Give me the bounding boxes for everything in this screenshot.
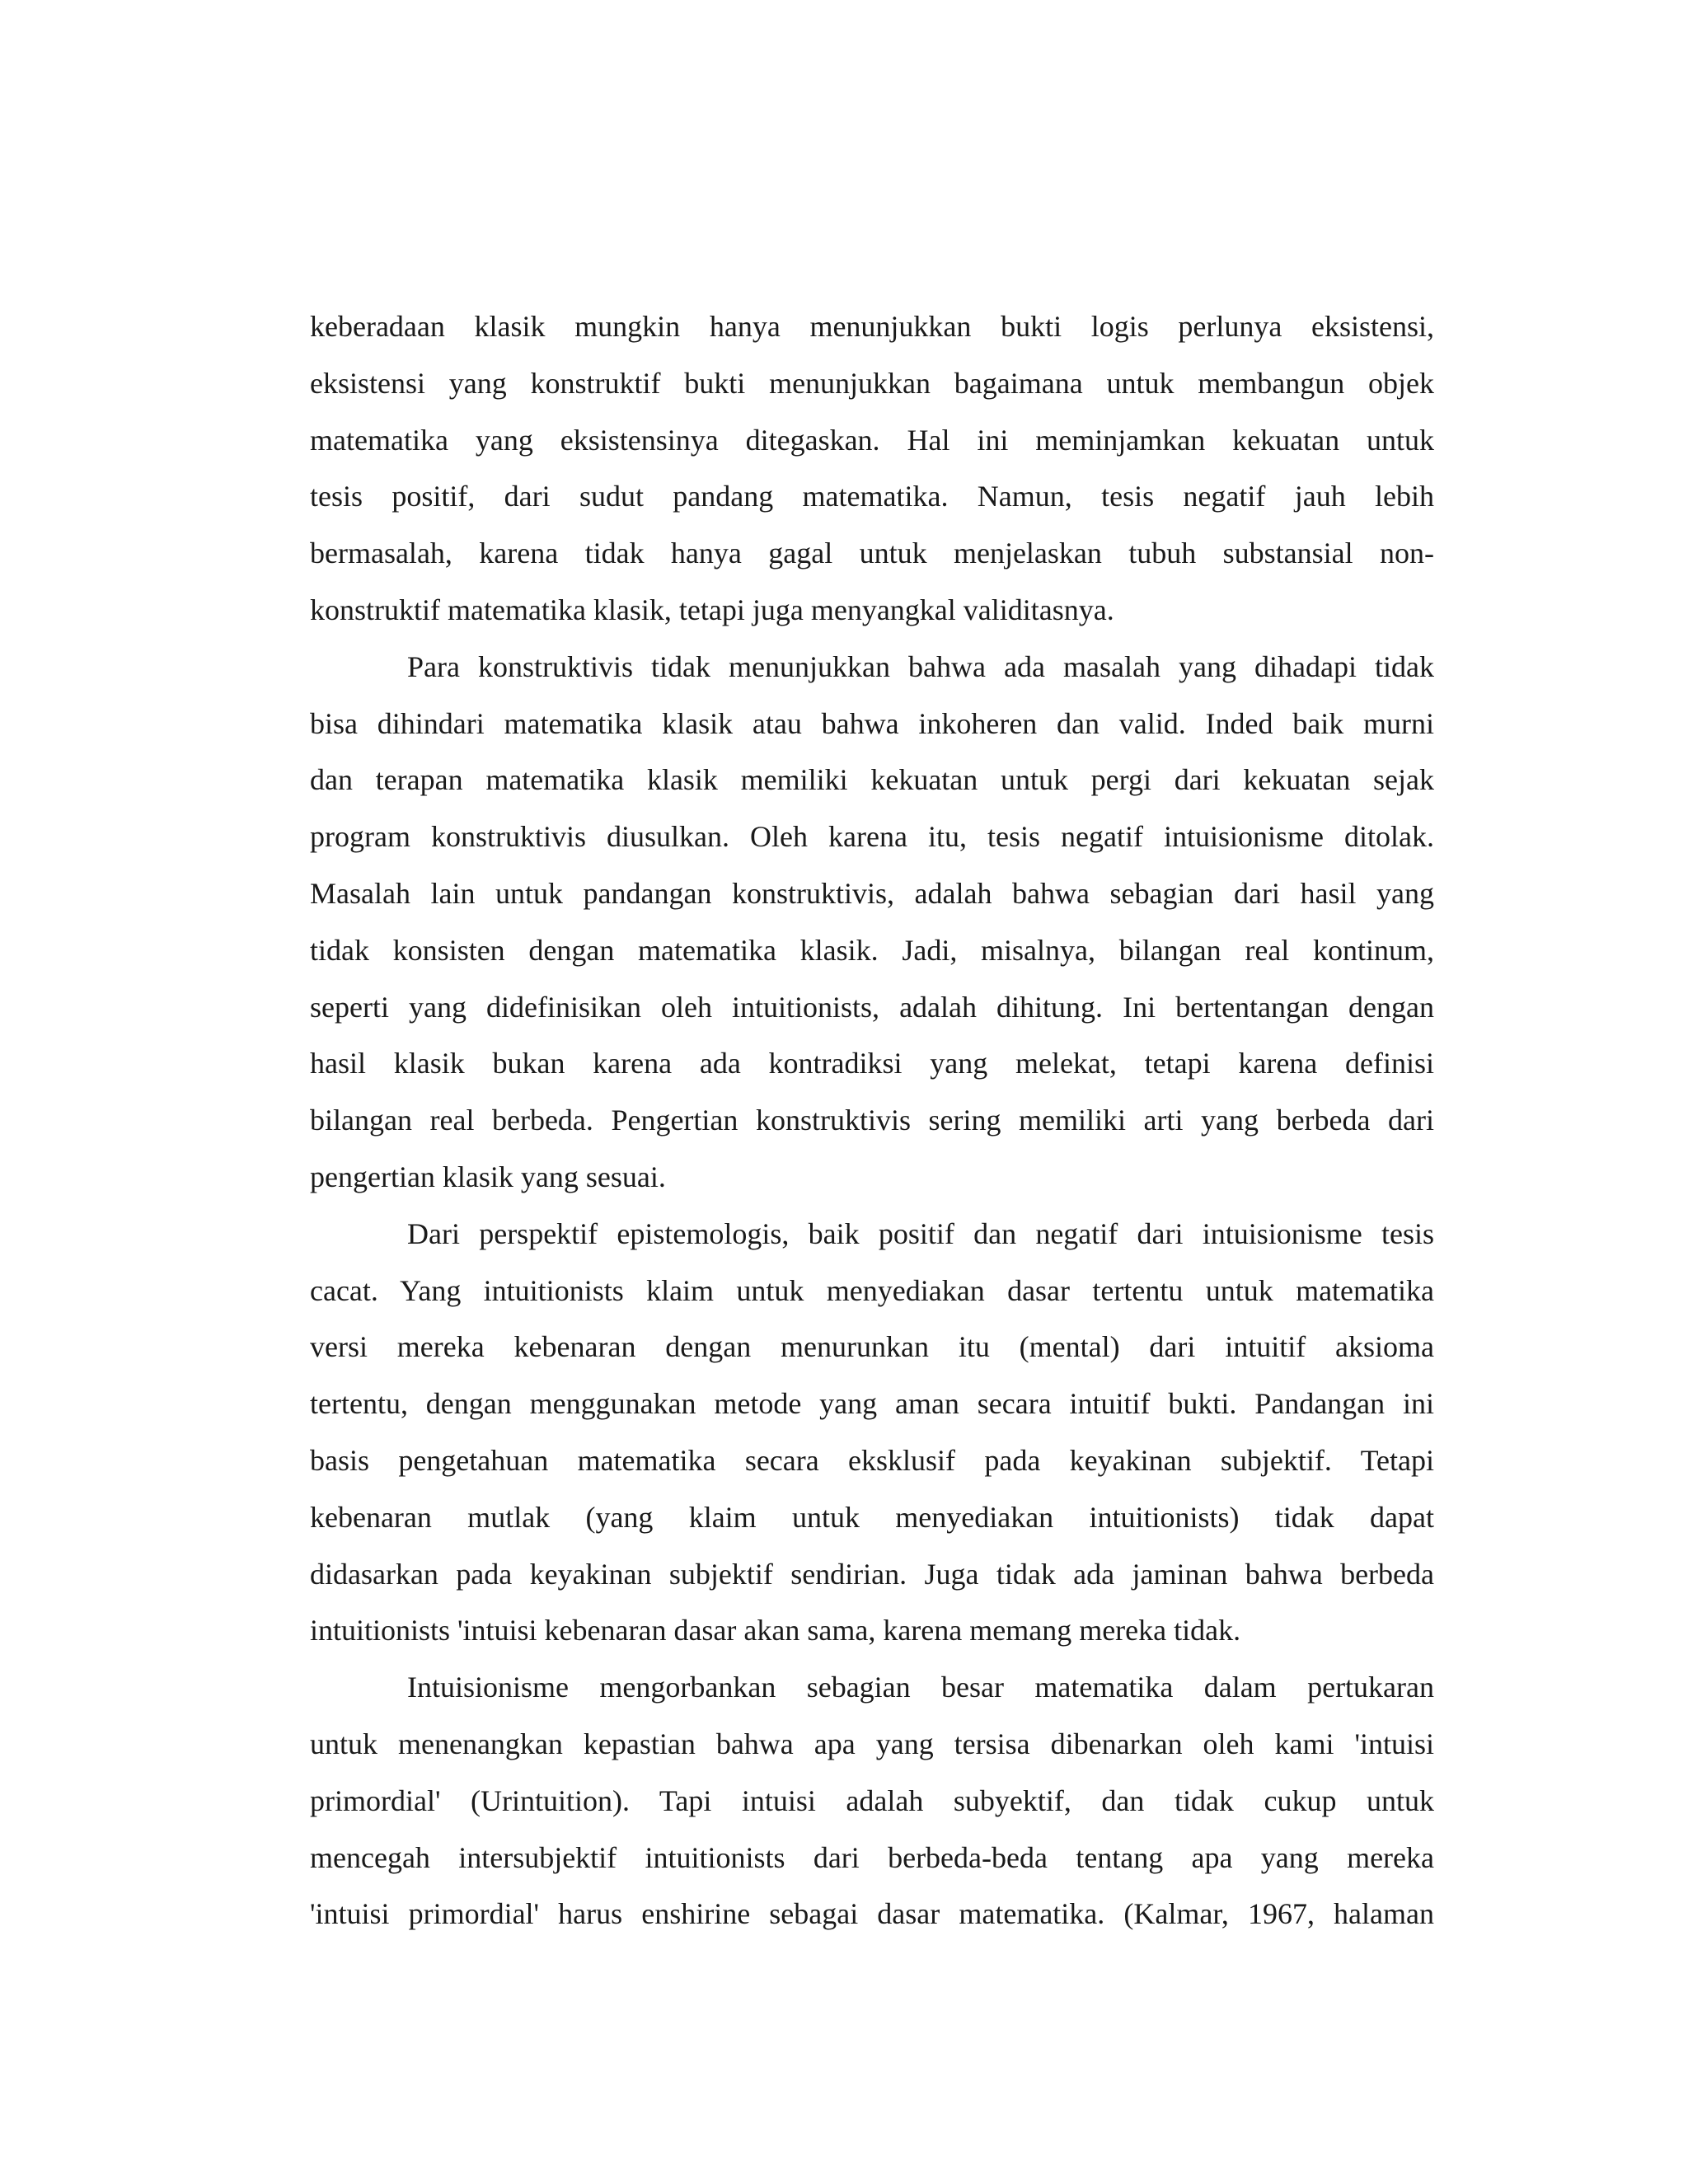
text-line: tidak konsisten dengan matematika klasik. Jadi, misalnya, bilangan real kontinum, bbox=[310, 933, 1434, 967]
text-line: kebenaran mutlak (yang klaim untuk menyediakan intuitionists) tidak dapat bbox=[310, 1500, 1434, 1534]
text-line: Para konstruktivis tidak menunjukkan bahwa ada masalah yang dihadapi tidak bbox=[407, 649, 1434, 683]
text-line: didasarkan pada keyakinan subjektif sendirian. Juga tidak ada jaminan bahwa berbeda bbox=[310, 1557, 1434, 1591]
text-line: program konstruktivis diusulkan. Oleh karena itu, tesis negatif intuisionisme ditolak. bbox=[310, 820, 1434, 854]
paragraph-4 bbox=[310, 1659, 1434, 1943]
text-line: keberadaan klasik mungkin hanya menunjukkan bukti logis perlunya eksistensi, bbox=[310, 310, 1434, 343]
text-line: bisa dihindari matematika klasik atau bahwa inkoheren dan valid. Inded baik murni bbox=[310, 706, 1434, 740]
text-line: seperti yang didefinisikan oleh intuitionists, adalah dihitung. Ini bertentangan dengan bbox=[310, 990, 1434, 1024]
text-line: dan terapan matematika klasik memiliki kekuatan untuk pergi dari kekuatan sejak bbox=[310, 763, 1434, 797]
text-line: versi mereka kebenaran dengan menurunkan itu (mental) dari intuitif aksioma bbox=[310, 1330, 1434, 1364]
text-line: hasil klasik bukan karena ada kontradiksi yang melekat, tetapi karena definisi bbox=[310, 1047, 1434, 1080]
text-line: bermasalah, karena tidak hanya gagal untuk menjelaskan tubuh substansial non- bbox=[310, 537, 1434, 570]
text-line: bilangan real berbeda. Pengertian konstruktivis sering memiliki arti yang berbeda dari bbox=[310, 1104, 1434, 1137]
text-line: untuk menenangkan kepastian bahwa apa yang tersisa dibenarkan oleh kami 'intuisi bbox=[310, 1727, 1434, 1760]
text-line: konstruktif matematika klasik, tetapi juga menyangkal validitasnya. bbox=[310, 593, 1114, 626]
text-line: intuitionists 'intuisi kebenaran dasar akan sama, karena memang mereka tidak. bbox=[310, 1614, 1241, 1647]
paragraph-1 bbox=[310, 298, 1434, 639]
paragraph-3 bbox=[310, 1206, 1434, 1659]
text-line: tesis positif, dari sudut pandang matematika. Namun, tesis negatif jauh lebih bbox=[310, 480, 1434, 513]
text-line: pengertian klasik yang sesuai. bbox=[310, 1160, 666, 1193]
text-line: 'intuisi primordial' harus enshirine sebagai dasar matematika. (Kalmar, 1967, halaman bbox=[310, 1897, 1434, 1931]
text-line: basis pengetahuan matematika secara eksklusif pada keyakinan subjektif. Tetapi bbox=[310, 1443, 1434, 1477]
text-line: eksistensi yang konstruktif bukti menunjukkan bagaimana untuk membangun objek bbox=[310, 366, 1434, 400]
text-line: matematika yang eksistensinya ditegaskan. Hal ini meminjamkan kekuatan untuk bbox=[310, 423, 1434, 457]
text-line: tertentu, dengan menggunakan metode yang aman secara intuitif bukti. Pandangan ini bbox=[310, 1387, 1434, 1421]
body-text bbox=[310, 298, 1434, 1943]
text-line: mencegah intersubjektif intuitionists dari berbeda-beda tentang apa yang mereka bbox=[310, 1840, 1434, 1874]
text-line: Masalah lain untuk pandangan konstruktivis, adalah bahwa sebagian dari hasil yang bbox=[310, 876, 1434, 910]
paragraph-2 bbox=[310, 639, 1434, 1206]
text-line: Intuisionisme mengorbankan sebagian besar matematika dalam pertukaran bbox=[407, 1671, 1434, 1704]
text-line: primordial' (Urintuition). Tapi intuisi adalah subyektif, dan tidak cukup untuk bbox=[310, 1783, 1434, 1817]
text-line: cacat. Yang intuitionists klaim untuk menyediakan dasar tertentu untuk matematika bbox=[310, 1273, 1434, 1307]
text-line: Dari perspektif epistemologis, baik positif dan negatif dari intuisionisme tesis bbox=[407, 1216, 1434, 1250]
